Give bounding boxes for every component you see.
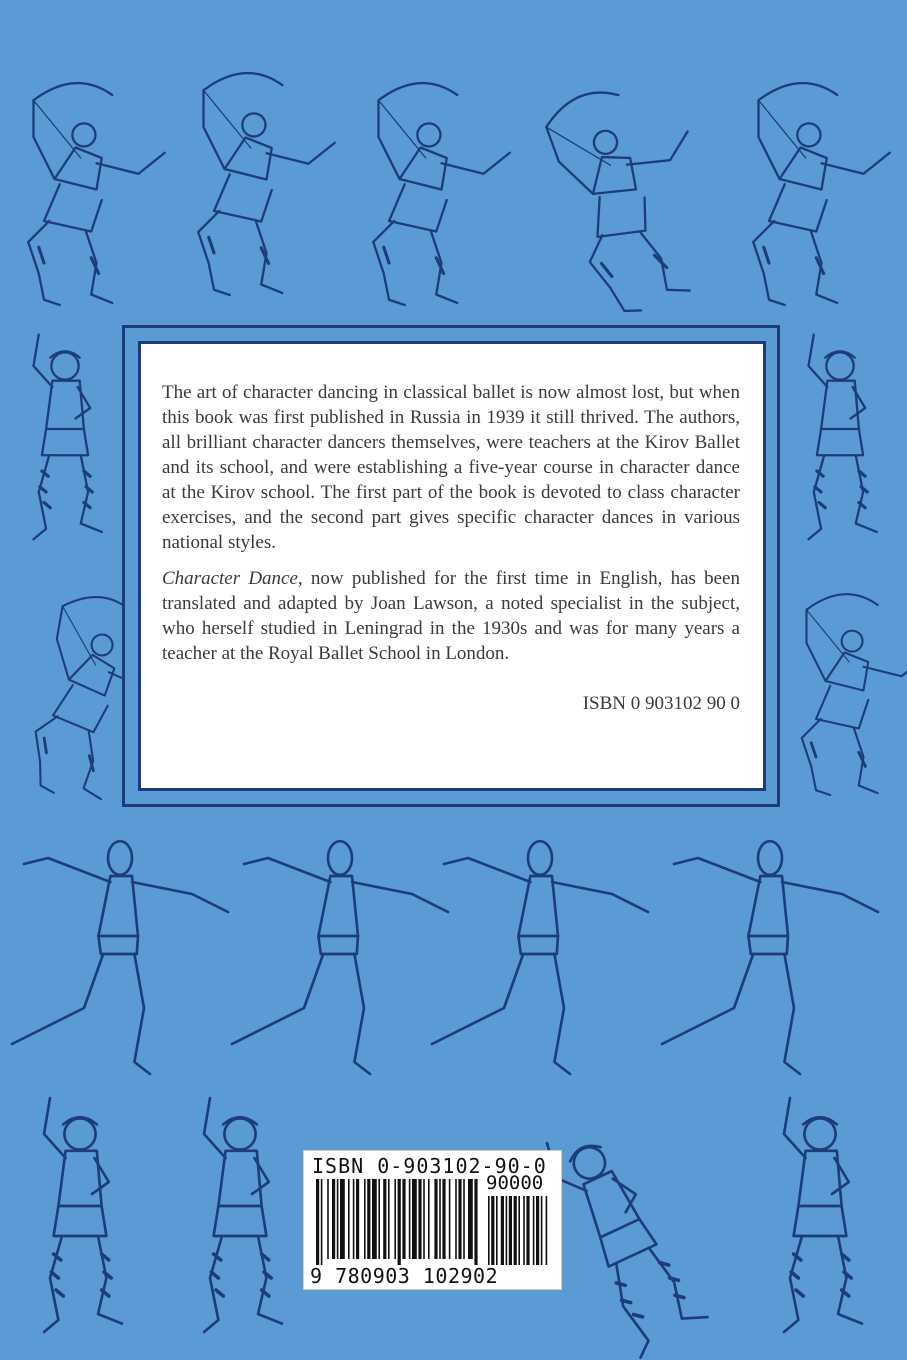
leaping-dancer-icon [12,841,228,1074]
folk-dancer-icon [809,335,877,540]
barcode-addon-bar [518,1196,520,1265]
folk-dancer-icon [44,1098,122,1332]
isbn-text: ISBN 0 903102 90 0 [582,693,740,714]
barcode-bar [340,1179,345,1259]
barcode-bar [388,1179,390,1259]
barcode-bar [442,1179,445,1259]
barcode-bar [402,1179,405,1259]
barcode-bar [439,1179,441,1259]
barcode-bar [468,1179,473,1259]
blurb-text [162,380,740,716]
barcode-bar [337,1179,339,1259]
barcode-bar [321,1179,323,1265]
barcode-bar [449,1179,451,1259]
barcode-bar [316,1179,319,1265]
barcode-addon-bar [509,1196,512,1265]
barcode-bar [428,1179,430,1259]
folk-dancer-icon [542,1113,712,1358]
barcode-isbn-label: ISBN 0-903102-90-0 [312,1154,547,1178]
folk-dancer-icon [784,1098,862,1332]
barcode-bar [434,1179,437,1259]
barcode-addon-bar [506,1196,508,1265]
barcode-addon-bar [501,1196,504,1265]
folk-dancer-icon [204,1098,282,1332]
barcode-bar [455,1179,457,1259]
barcode [303,1150,562,1290]
barcode-bar [353,1179,355,1259]
blurb-paragraph-1: The art of character dancing in classical ballet is now almost lost, but when this book was first published in Russia in 1939 it still thrived. The authors, all brilliant character dancers themselves, were teachers at the Kirov Ballet and its school, and were establishing a five-year course in character dance at the Kirov school. The first part of the book is devoted to class character exercises, and the second part gives specific character dances in various national styles. [162,382,740,553]
barcode-bar [412,1179,417,1259]
archer-dancer-icon [373,83,510,305]
barcode-ean-digits: 9 780903 102902 [310,1264,499,1288]
barcode-addon-bar [541,1196,543,1265]
barcode-bar [418,1179,421,1259]
archer-dancer-icon [28,83,165,305]
leaping-dancer-icon [432,841,648,1074]
barcode-addon-bar [536,1196,539,1265]
barcode-bar [458,1179,461,1259]
barcode-addon-bar [546,1196,548,1265]
barcode-addon-code: 90000 [486,1172,544,1194]
barcode-addon-bar [488,1196,490,1265]
barcode-bar [394,1179,396,1259]
barcode-bar [398,1179,401,1265]
barcode-addon-bar [514,1196,517,1265]
barcode-bar [378,1179,380,1259]
archer-dancer-icon [802,594,907,795]
barcode-bar [356,1179,359,1259]
barcode-bar [474,1179,477,1265]
book-title: Character Dance [162,568,298,589]
barcode-addon-bar [533,1196,535,1265]
barcode-bar [383,1179,386,1259]
barcode-bar [348,1179,350,1259]
barcode-bar [409,1179,411,1259]
barcode-addon-bar [496,1196,498,1265]
barcode-bar [367,1179,370,1259]
barcode-addon-bar [523,1196,525,1265]
archer-dancer-icon [535,66,739,321]
barcode-addon-bar [491,1196,494,1265]
barcode-bar [327,1179,329,1259]
barcode-bar [463,1179,465,1259]
barcode-addon-bar [526,1196,529,1265]
blurb-paragraph-2 [162,566,740,666]
barcode-bar [423,1179,425,1259]
folk-dancer-icon [34,335,102,540]
leaping-dancer-icon [662,841,878,1074]
archer-dancer-icon [198,73,335,295]
barcode-bar [372,1179,377,1259]
blurb-paragraph-2-rest: , now published for the first time in English, has been translated and adapted by Joan Lawson, a noted specialist in the subject, who herself studied in Leningrad in the 1930s and was for many years a teacher at the Royal Ballet School in London. [162,568,740,664]
archer-dancer-icon [753,83,890,305]
leaping-dancer-icon [232,841,448,1074]
barcode-bar [332,1179,335,1259]
barcode-bar [364,1179,366,1259]
